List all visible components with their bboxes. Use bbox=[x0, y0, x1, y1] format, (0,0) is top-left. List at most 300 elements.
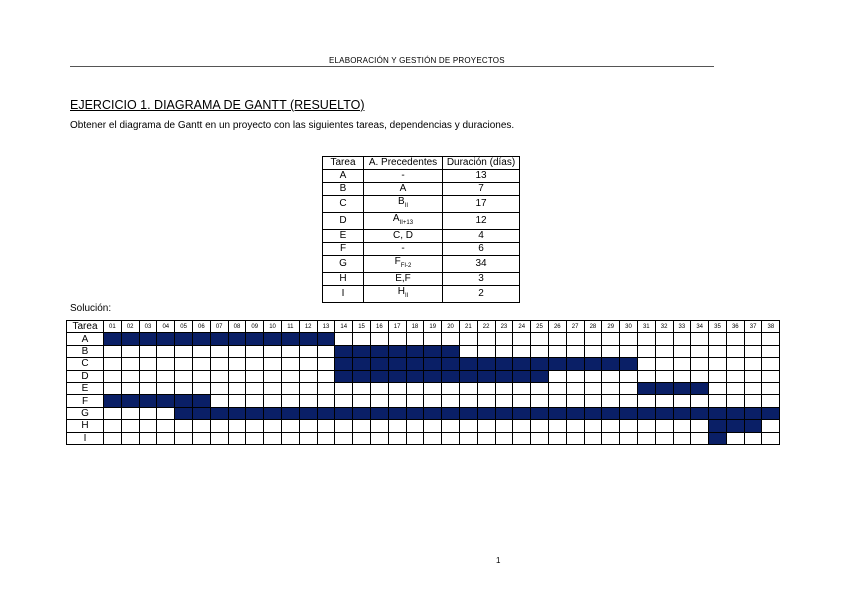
gantt-empty-cell bbox=[744, 345, 762, 357]
gantt-bar-cell bbox=[157, 395, 175, 407]
gantt-empty-cell bbox=[602, 432, 620, 444]
dependencies-header-row bbox=[323, 157, 520, 170]
gantt-empty-cell bbox=[281, 370, 299, 382]
gantt-empty-cell bbox=[442, 395, 460, 407]
gantt-empty-cell bbox=[281, 382, 299, 394]
gantt-empty-cell bbox=[121, 358, 139, 370]
gantt-bar-cell bbox=[566, 407, 584, 419]
gantt-empty-cell bbox=[228, 395, 246, 407]
solution-label: Solución: bbox=[70, 303, 112, 314]
gantt-empty-cell bbox=[157, 432, 175, 444]
gantt-empty-cell bbox=[548, 370, 566, 382]
gantt-bar-cell bbox=[335, 370, 353, 382]
gantt-empty-cell bbox=[709, 345, 727, 357]
dependency-task: D bbox=[323, 213, 364, 230]
gantt-empty-cell bbox=[566, 345, 584, 357]
gantt-empty-cell bbox=[317, 382, 335, 394]
gantt-day-header: 20 bbox=[442, 321, 460, 333]
gantt-bar-cell bbox=[726, 420, 744, 432]
dependency-row bbox=[323, 286, 520, 303]
gantt-empty-cell bbox=[175, 382, 193, 394]
gantt-empty-cell bbox=[709, 333, 727, 345]
gantt-bar-cell bbox=[353, 358, 371, 370]
gantt-empty-cell bbox=[762, 333, 780, 345]
dependency-row bbox=[323, 256, 520, 273]
gantt-empty-cell bbox=[602, 420, 620, 432]
gantt-day-header: 02 bbox=[121, 321, 139, 333]
gantt-bar-cell bbox=[655, 382, 673, 394]
gantt-bar-cell bbox=[157, 333, 175, 345]
gantt-empty-cell bbox=[175, 432, 193, 444]
gantt-task-label: E bbox=[67, 382, 104, 394]
gantt-day-header: 12 bbox=[299, 321, 317, 333]
header-duration: Duración (días) bbox=[443, 157, 520, 170]
gantt-empty-cell bbox=[139, 345, 157, 357]
gantt-empty-cell bbox=[691, 345, 709, 357]
gantt-empty-cell bbox=[388, 333, 406, 345]
gantt-empty-cell bbox=[637, 345, 655, 357]
dependency-task: B bbox=[323, 183, 364, 196]
gantt-empty-cell bbox=[673, 395, 691, 407]
gantt-bar-cell bbox=[104, 333, 122, 345]
gantt-bar-cell bbox=[317, 333, 335, 345]
gantt-empty-cell bbox=[637, 432, 655, 444]
dependency-task: H bbox=[323, 273, 364, 286]
gantt-empty-cell bbox=[264, 395, 282, 407]
gantt-bar-cell bbox=[762, 407, 780, 419]
gantt-empty-cell bbox=[121, 345, 139, 357]
predecessor-subscript: II+13 bbox=[399, 220, 414, 226]
gantt-bar-cell bbox=[424, 370, 442, 382]
dependency-duration: 17 bbox=[443, 196, 520, 213]
dependency-duration: 34 bbox=[443, 256, 520, 273]
gantt-empty-cell bbox=[655, 370, 673, 382]
predecessor-subscript: II bbox=[404, 203, 408, 209]
gantt-empty-cell bbox=[299, 370, 317, 382]
gantt-day-header: 16 bbox=[370, 321, 388, 333]
gantt-day-header: 05 bbox=[175, 321, 193, 333]
gantt-bar-cell bbox=[175, 407, 193, 419]
gantt-empty-cell bbox=[388, 420, 406, 432]
gantt-empty-cell bbox=[513, 382, 531, 394]
gantt-empty-cell bbox=[121, 407, 139, 419]
dependency-task: A bbox=[323, 170, 364, 183]
gantt-empty-cell bbox=[762, 382, 780, 394]
gantt-bar-cell bbox=[548, 407, 566, 419]
gantt-empty-cell bbox=[513, 333, 531, 345]
gantt-empty-cell bbox=[353, 382, 371, 394]
gantt-empty-cell bbox=[139, 420, 157, 432]
gantt-bar-cell bbox=[175, 333, 193, 345]
dependency-row bbox=[323, 230, 520, 243]
gantt-empty-cell bbox=[335, 333, 353, 345]
gantt-empty-cell bbox=[477, 395, 495, 407]
gantt-empty-cell bbox=[548, 420, 566, 432]
gantt-bar-cell bbox=[281, 407, 299, 419]
header-divider bbox=[70, 66, 714, 67]
gantt-empty-cell bbox=[317, 432, 335, 444]
gantt-bar-cell bbox=[548, 358, 566, 370]
gantt-empty-cell bbox=[192, 345, 210, 357]
gantt-empty-cell bbox=[228, 345, 246, 357]
gantt-empty-cell bbox=[762, 395, 780, 407]
gantt-day-header: 29 bbox=[602, 321, 620, 333]
gantt-empty-cell bbox=[139, 432, 157, 444]
gantt-empty-cell bbox=[335, 420, 353, 432]
gantt-empty-cell bbox=[210, 370, 228, 382]
gantt-empty-cell bbox=[548, 382, 566, 394]
gantt-bar-cell bbox=[353, 345, 371, 357]
gantt-empty-cell bbox=[442, 420, 460, 432]
gantt-bar-cell bbox=[192, 407, 210, 419]
gantt-empty-cell bbox=[299, 395, 317, 407]
gantt-empty-cell bbox=[104, 432, 122, 444]
gantt-bar-cell bbox=[264, 407, 282, 419]
gantt-empty-cell bbox=[104, 370, 122, 382]
dependency-row bbox=[323, 183, 520, 196]
gantt-day-header: 19 bbox=[424, 321, 442, 333]
gantt-empty-cell bbox=[548, 333, 566, 345]
gantt-day-header: 36 bbox=[726, 321, 744, 333]
gantt-day-header: 21 bbox=[459, 321, 477, 333]
gantt-day-header: 01 bbox=[104, 321, 122, 333]
gantt-empty-cell bbox=[424, 420, 442, 432]
gantt-empty-cell bbox=[370, 420, 388, 432]
dependency-row bbox=[323, 196, 520, 213]
gantt-empty-cell bbox=[584, 395, 602, 407]
gantt-empty-cell bbox=[584, 420, 602, 432]
gantt-empty-cell bbox=[726, 432, 744, 444]
dependency-duration: 6 bbox=[443, 243, 520, 256]
gantt-empty-cell bbox=[762, 420, 780, 432]
gantt-empty-cell bbox=[726, 395, 744, 407]
gantt-empty-cell bbox=[691, 420, 709, 432]
gantt-row bbox=[67, 407, 780, 419]
gantt-empty-cell bbox=[513, 420, 531, 432]
gantt-empty-cell bbox=[495, 345, 513, 357]
gantt-empty-cell bbox=[353, 395, 371, 407]
gantt-empty-cell bbox=[353, 420, 371, 432]
gantt-empty-cell bbox=[264, 432, 282, 444]
gantt-bar-cell bbox=[477, 370, 495, 382]
gantt-empty-cell bbox=[370, 395, 388, 407]
gantt-empty-cell bbox=[637, 370, 655, 382]
gantt-empty-cell bbox=[709, 370, 727, 382]
gantt-bar-cell bbox=[477, 358, 495, 370]
gantt-empty-cell bbox=[477, 420, 495, 432]
gantt-empty-cell bbox=[548, 345, 566, 357]
dependency-row bbox=[323, 273, 520, 286]
gantt-bar-cell bbox=[264, 333, 282, 345]
gantt-empty-cell bbox=[317, 358, 335, 370]
gantt-empty-cell bbox=[744, 432, 762, 444]
gantt-empty-cell bbox=[566, 420, 584, 432]
gantt-empty-cell bbox=[531, 395, 549, 407]
gantt-empty-cell bbox=[531, 420, 549, 432]
gantt-empty-cell bbox=[210, 358, 228, 370]
gantt-empty-cell bbox=[175, 358, 193, 370]
gantt-bar-cell bbox=[139, 395, 157, 407]
gantt-empty-cell bbox=[691, 370, 709, 382]
predecessor-value: A bbox=[399, 183, 407, 194]
gantt-empty-cell bbox=[459, 395, 477, 407]
gantt-empty-cell bbox=[192, 382, 210, 394]
dependency-duration: 12 bbox=[443, 213, 520, 230]
gantt-empty-cell bbox=[495, 420, 513, 432]
gantt-empty-cell bbox=[424, 382, 442, 394]
gantt-empty-cell bbox=[281, 358, 299, 370]
gantt-empty-cell bbox=[406, 432, 424, 444]
dependency-predecessor bbox=[364, 230, 443, 243]
gantt-empty-cell bbox=[726, 345, 744, 357]
gantt-empty-cell bbox=[406, 420, 424, 432]
gantt-empty-cell bbox=[175, 345, 193, 357]
gantt-empty-cell bbox=[744, 395, 762, 407]
gantt-bar-cell bbox=[353, 407, 371, 419]
gantt-empty-cell bbox=[281, 432, 299, 444]
gantt-empty-cell bbox=[210, 345, 228, 357]
gantt-empty-cell bbox=[673, 420, 691, 432]
gantt-empty-cell bbox=[246, 358, 264, 370]
gantt-bar-cell bbox=[406, 370, 424, 382]
gantt-bar-cell bbox=[121, 333, 139, 345]
gantt-bar-cell bbox=[192, 395, 210, 407]
predecessor-value: B bbox=[397, 196, 405, 207]
gantt-bar-cell bbox=[406, 358, 424, 370]
gantt-empty-cell bbox=[726, 382, 744, 394]
gantt-day-header: 13 bbox=[317, 321, 335, 333]
gantt-empty-cell bbox=[709, 395, 727, 407]
gantt-day-header: 25 bbox=[531, 321, 549, 333]
gantt-empty-cell bbox=[513, 395, 531, 407]
gantt-row bbox=[67, 358, 780, 370]
gantt-bar-cell bbox=[744, 420, 762, 432]
gantt-empty-cell bbox=[370, 333, 388, 345]
gantt-empty-cell bbox=[281, 420, 299, 432]
gantt-empty-cell bbox=[602, 395, 620, 407]
gantt-bar-cell bbox=[513, 358, 531, 370]
gantt-empty-cell bbox=[264, 358, 282, 370]
gantt-empty-cell bbox=[762, 345, 780, 357]
gantt-bar-cell bbox=[673, 382, 691, 394]
gantt-row bbox=[67, 420, 780, 432]
gantt-bar-cell bbox=[388, 358, 406, 370]
gantt-chart bbox=[66, 320, 780, 445]
gantt-day-header: 03 bbox=[139, 321, 157, 333]
gantt-day-header: 15 bbox=[353, 321, 371, 333]
gantt-empty-cell bbox=[299, 420, 317, 432]
gantt-day-header: 18 bbox=[406, 321, 424, 333]
gantt-bar-cell bbox=[459, 407, 477, 419]
gantt-empty-cell bbox=[637, 333, 655, 345]
gantt-empty-cell bbox=[210, 432, 228, 444]
gantt-empty-cell bbox=[317, 345, 335, 357]
gantt-empty-cell bbox=[228, 420, 246, 432]
dependency-duration: 13 bbox=[443, 170, 520, 183]
gantt-day-header: 08 bbox=[228, 321, 246, 333]
gantt-bar-cell bbox=[104, 395, 122, 407]
gantt-empty-cell bbox=[744, 370, 762, 382]
gantt-empty-cell bbox=[104, 407, 122, 419]
gantt-empty-cell bbox=[210, 420, 228, 432]
gantt-empty-cell bbox=[317, 370, 335, 382]
gantt-bar-cell bbox=[442, 370, 460, 382]
gantt-empty-cell bbox=[246, 345, 264, 357]
gantt-bar-cell bbox=[584, 358, 602, 370]
predecessor-value: F bbox=[394, 256, 401, 267]
gantt-bar-cell bbox=[691, 407, 709, 419]
gantt-empty-cell bbox=[744, 333, 762, 345]
gantt-empty-cell bbox=[637, 395, 655, 407]
gantt-empty-cell bbox=[424, 432, 442, 444]
gantt-empty-cell bbox=[246, 432, 264, 444]
header-predecessors: A. Precedentes bbox=[364, 157, 443, 170]
dependency-task: F bbox=[323, 243, 364, 256]
dependency-row bbox=[323, 170, 520, 183]
gantt-empty-cell bbox=[442, 333, 460, 345]
gantt-bar-cell bbox=[246, 333, 264, 345]
gantt-task-label: H bbox=[67, 420, 104, 432]
gantt-empty-cell bbox=[317, 420, 335, 432]
gantt-empty-cell bbox=[566, 432, 584, 444]
dependency-predecessor bbox=[364, 196, 443, 213]
gantt-empty-cell bbox=[655, 358, 673, 370]
gantt-empty-cell bbox=[157, 358, 175, 370]
gantt-day-header: 27 bbox=[566, 321, 584, 333]
gantt-day-header: 14 bbox=[335, 321, 353, 333]
gantt-empty-cell bbox=[424, 395, 442, 407]
gantt-empty-cell bbox=[566, 382, 584, 394]
gantt-empty-cell bbox=[620, 395, 638, 407]
gantt-bar-cell bbox=[335, 358, 353, 370]
gantt-empty-cell bbox=[531, 382, 549, 394]
gantt-empty-cell bbox=[121, 420, 139, 432]
gantt-bar-cell bbox=[121, 395, 139, 407]
gantt-bar-cell bbox=[335, 345, 353, 357]
gantt-row bbox=[67, 370, 780, 382]
gantt-day-header: 17 bbox=[388, 321, 406, 333]
gantt-bar-cell bbox=[442, 407, 460, 419]
gantt-empty-cell bbox=[370, 432, 388, 444]
gantt-bar-cell bbox=[388, 407, 406, 419]
dependencies-table bbox=[322, 156, 520, 303]
gantt-task-label: D bbox=[67, 370, 104, 382]
gantt-day-header: 37 bbox=[744, 321, 762, 333]
gantt-day-header: 33 bbox=[673, 321, 691, 333]
gantt-empty-cell bbox=[584, 370, 602, 382]
gantt-empty-cell bbox=[477, 345, 495, 357]
gantt-empty-cell bbox=[406, 382, 424, 394]
gantt-bar-cell bbox=[281, 333, 299, 345]
gantt-empty-cell bbox=[566, 370, 584, 382]
gantt-empty-cell bbox=[459, 345, 477, 357]
gantt-empty-cell bbox=[726, 358, 744, 370]
gantt-bar-cell bbox=[370, 358, 388, 370]
gantt-bar-cell bbox=[192, 333, 210, 345]
gantt-empty-cell bbox=[104, 358, 122, 370]
gantt-bar-cell bbox=[602, 407, 620, 419]
gantt-empty-cell bbox=[513, 432, 531, 444]
gantt-bar-cell bbox=[442, 358, 460, 370]
gantt-empty-cell bbox=[673, 432, 691, 444]
gantt-task-label: F bbox=[67, 395, 104, 407]
gantt-bar-cell bbox=[228, 407, 246, 419]
gantt-day-header: 38 bbox=[762, 321, 780, 333]
gantt-bar-cell bbox=[228, 333, 246, 345]
gantt-day-header: 07 bbox=[210, 321, 228, 333]
document-header: ELABORACIÓN Y GESTIÓN DE PROYECTOS bbox=[329, 56, 505, 65]
gantt-day-header: 34 bbox=[691, 321, 709, 333]
gantt-bar-cell bbox=[637, 407, 655, 419]
gantt-bar-cell bbox=[620, 407, 638, 419]
gantt-empty-cell bbox=[246, 420, 264, 432]
gantt-empty-cell bbox=[602, 333, 620, 345]
predecessor-value: C, D bbox=[393, 230, 413, 241]
gantt-empty-cell bbox=[673, 333, 691, 345]
gantt-empty-cell bbox=[691, 432, 709, 444]
gantt-empty-cell bbox=[228, 370, 246, 382]
gantt-empty-cell bbox=[353, 333, 371, 345]
gantt-bar-cell bbox=[424, 345, 442, 357]
gantt-empty-cell bbox=[281, 345, 299, 357]
gantt-empty-cell bbox=[388, 432, 406, 444]
dependency-predecessor bbox=[364, 256, 443, 273]
dependency-predecessor bbox=[364, 273, 443, 286]
gantt-empty-cell bbox=[620, 420, 638, 432]
gantt-task-label: C bbox=[67, 358, 104, 370]
gantt-empty-cell bbox=[370, 382, 388, 394]
gantt-empty-cell bbox=[637, 420, 655, 432]
gantt-row bbox=[67, 382, 780, 394]
gantt-empty-cell bbox=[602, 345, 620, 357]
gantt-bar-cell bbox=[388, 370, 406, 382]
gantt-task-label: I bbox=[67, 432, 104, 444]
gantt-empty-cell bbox=[673, 358, 691, 370]
gantt-bar-cell bbox=[691, 382, 709, 394]
gantt-empty-cell bbox=[691, 395, 709, 407]
dependency-task: I bbox=[323, 286, 364, 303]
gantt-day-header: 11 bbox=[281, 321, 299, 333]
gantt-bar-cell bbox=[299, 407, 317, 419]
gantt-empty-cell bbox=[157, 420, 175, 432]
gantt-empty-cell bbox=[495, 395, 513, 407]
gantt-day-header: 04 bbox=[157, 321, 175, 333]
gantt-empty-cell bbox=[726, 333, 744, 345]
predecessor-value: H bbox=[397, 286, 405, 297]
gantt-empty-cell bbox=[157, 345, 175, 357]
gantt-bar-cell bbox=[709, 432, 727, 444]
gantt-empty-cell bbox=[459, 420, 477, 432]
gantt-bar-cell bbox=[210, 333, 228, 345]
gantt-empty-cell bbox=[566, 395, 584, 407]
gantt-empty-cell bbox=[620, 370, 638, 382]
gantt-empty-cell bbox=[388, 382, 406, 394]
gantt-bar-cell bbox=[406, 407, 424, 419]
gantt-empty-cell bbox=[459, 382, 477, 394]
gantt-bar-cell bbox=[744, 407, 762, 419]
gantt-empty-cell bbox=[264, 382, 282, 394]
predecessor-value: - bbox=[401, 170, 405, 181]
predecessor-value: - bbox=[401, 243, 405, 254]
gantt-empty-cell bbox=[192, 420, 210, 432]
dependency-predecessor bbox=[364, 183, 443, 196]
gantt-empty-cell bbox=[637, 358, 655, 370]
gantt-bar-cell bbox=[709, 420, 727, 432]
gantt-task-label: A bbox=[67, 333, 104, 345]
dependency-task: G bbox=[323, 256, 364, 273]
gantt-bar-cell bbox=[584, 407, 602, 419]
gantt-bar-cell bbox=[370, 345, 388, 357]
